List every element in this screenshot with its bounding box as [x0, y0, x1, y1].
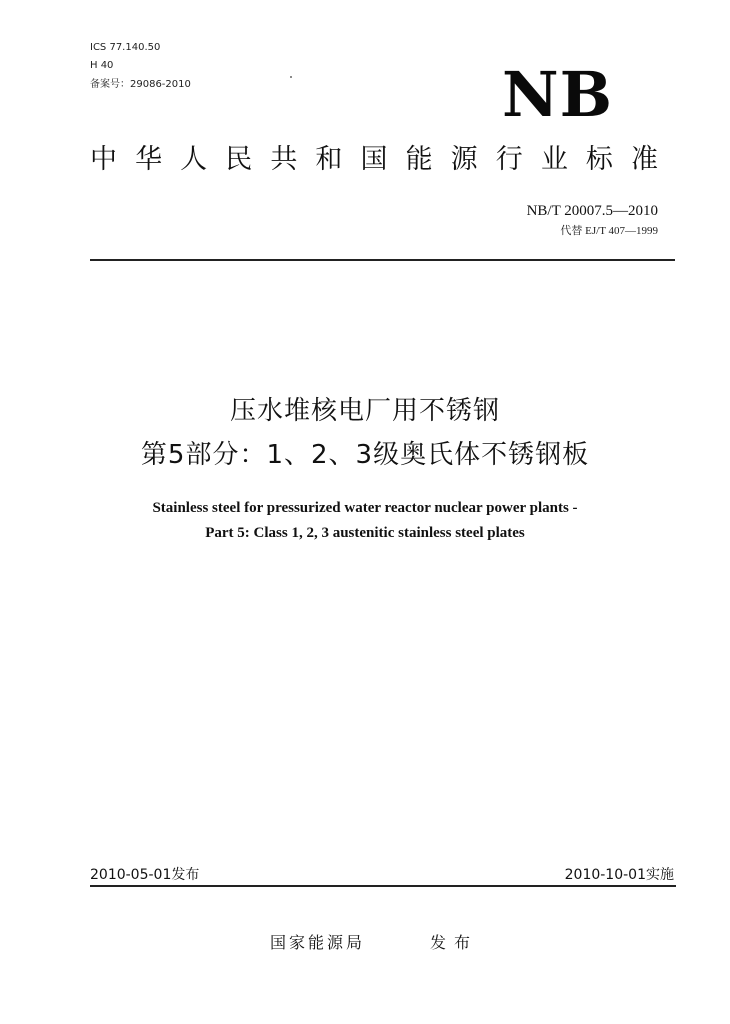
english-title-line-1: Stainless steel for pressurized water reactor nuclear power plants -: [152, 500, 578, 516]
scan-speck: [290, 76, 292, 78]
classification-code: H 40: [90, 60, 114, 71]
issue-date: 2010-05-01发布: [90, 867, 200, 883]
implementation-date: 2010-10-01实施: [564, 867, 674, 883]
chinese-title-line-1: 压水堆核电厂用不锈钢: [229, 396, 500, 426]
english-title-line-2: Part 5: Class 1, 2, 3 austenitic stainless steel plates: [205, 525, 525, 541]
nb-logo: NB: [502, 58, 614, 131]
standard-category-title: 中华人民共和国能源行业标准: [90, 144, 670, 175]
replaces-standard: 代替 EJ/T 407—1999: [560, 225, 658, 237]
chinese-title-line-2: 第5部分：1、2、3级奥氏体不锈钢板: [140, 440, 590, 470]
standard-code: NB/T 20007.5—2010: [526, 203, 658, 219]
record-number: 备案号：29086-2010: [90, 79, 191, 90]
issue-action: 发布: [430, 933, 479, 952]
ics-code: ICS 77.140.50: [90, 42, 161, 53]
bottom-divider: [90, 885, 676, 887]
issuing-authority: 国家能源局: [270, 933, 366, 952]
top-divider: [90, 259, 675, 261]
